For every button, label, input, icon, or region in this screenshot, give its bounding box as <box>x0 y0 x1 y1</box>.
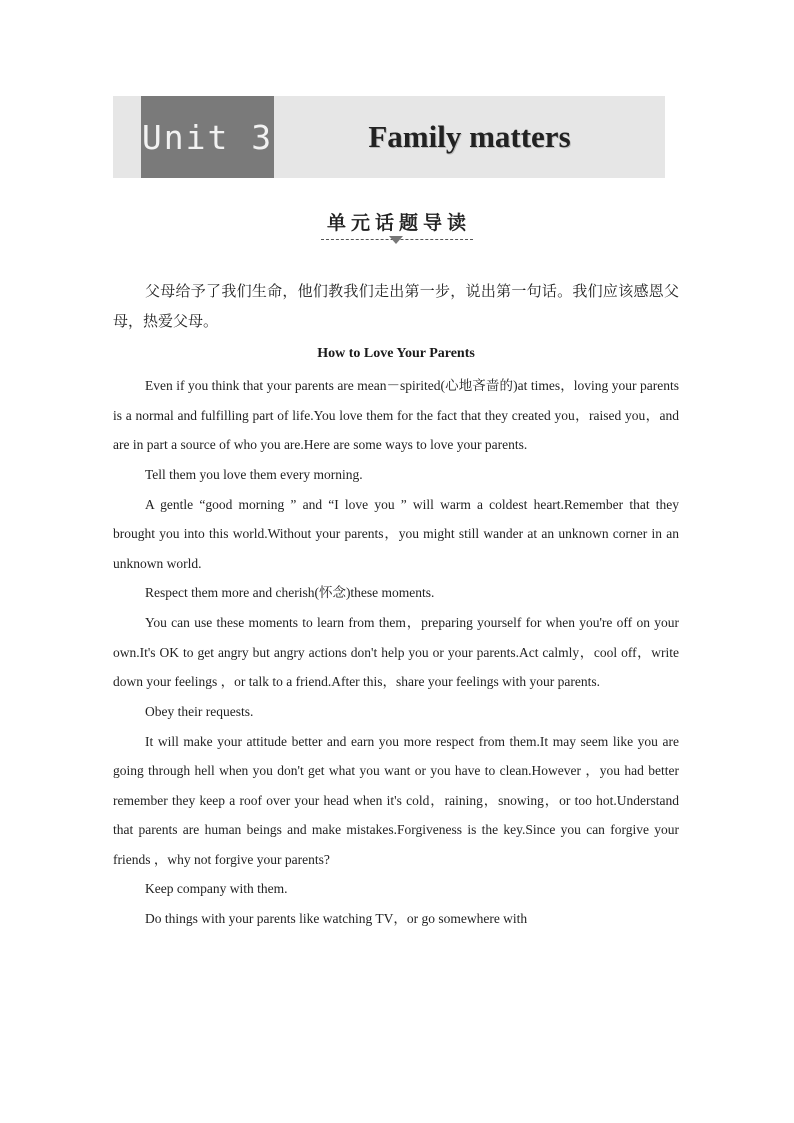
article-title: How to Love Your Parents <box>317 346 475 361</box>
article-subheading: Obey their requests. <box>145 703 254 719</box>
article-content <box>113 276 679 934</box>
unit-title: Family matters <box>368 119 571 154</box>
article-paragraph: You can use these moments to learn from them，preparing yourself for when you're off on your own.It's OK to get angry but angry actions don't help you or your parents.Act calmly，cool off，write down your feelings ，or talk to a friend.After this，share your feelings with your parents. <box>113 615 679 689</box>
heading-arrow-icon <box>389 236 403 244</box>
intro-paragraph: 父母给予了我们生命，他们教我们走出第一步，说出第一句话。我们应该感恩父母，热爱父母。 <box>113 282 679 330</box>
article-paragraph: Even if you think that your parents are mean－spirited(心地吝啬的)at times，loving your parents is a normal and fulfilling part of life.You love them for the fact that they created you，raised you，and are in part a source of who you are.Here are some ways to love your parents. <box>113 378 679 452</box>
section-heading: 单元话题导读 <box>321 208 473 240</box>
article-paragraph: Do things with your parents like watching TV，or go somewhere with <box>145 911 528 926</box>
unit-label: Unit 3 <box>141 96 274 178</box>
article-subheading: Keep company with them. <box>145 881 288 896</box>
article-paragraph: A gentle “good morning ” and “I love you ” will warm a coldest heart.Remember that they brought you into this world.Without your parents，you might still wander at an unknown corner in an unknown world. <box>113 496 679 571</box>
article-subheading: Tell them you love them every morning. <box>145 466 363 482</box>
article-subheading: Respect them more and cherish(怀念)these moments. <box>145 585 435 600</box>
article-paragraph: It will make your attitude better and earn you more respect from them.It may seem like you are going through hell when you don't get what you want or you have to clean.However ，you had better remember they keep a roof over your head when it's cold，raining，snowing，or too hot.Understand that parents are human beings and make mistakes.Forgiveness is the key.Since you can forgive your friends ，why not forgive your parents? <box>113 733 679 867</box>
